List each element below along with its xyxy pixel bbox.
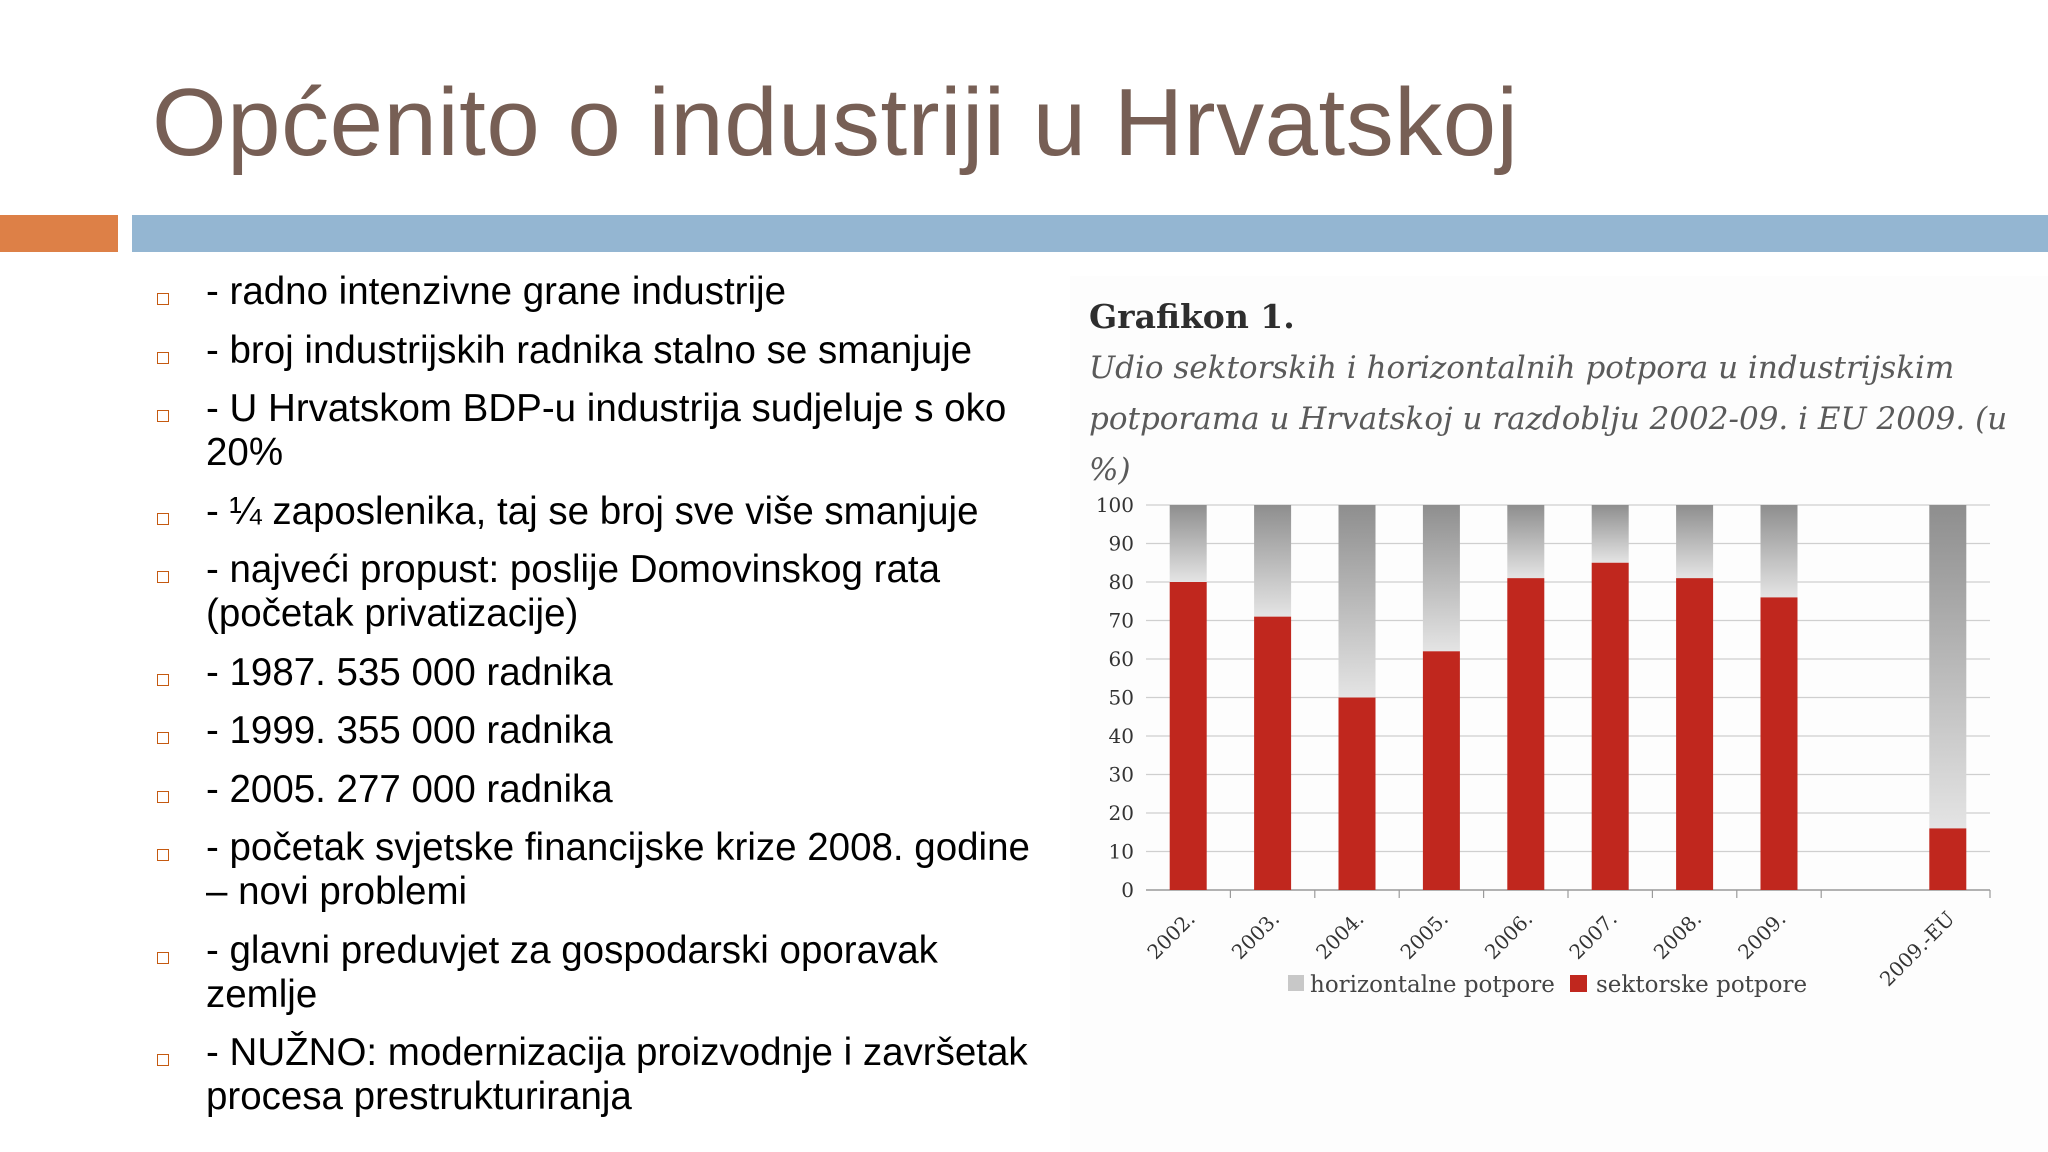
y-tick-label: 60 xyxy=(1108,647,1134,671)
hollow-square-bullet-icon xyxy=(157,732,169,744)
bullet-text: - radno intenzivne grane industrije xyxy=(206,270,786,313)
bar-horizontal xyxy=(1676,505,1713,578)
y-tick-label: 70 xyxy=(1108,608,1134,633)
slide-title: Općenito o industriji u Hrvatskoj xyxy=(152,69,1519,176)
bullet-text: - broj industrijskih radnika stalno se smanjuje xyxy=(206,328,973,372)
bar-horizontal xyxy=(1929,505,1966,828)
hollow-square-bullet-icon xyxy=(157,674,169,686)
list-item xyxy=(150,548,1050,636)
legend-label-horizontal: horizontalne potpore xyxy=(1310,972,1555,998)
hollow-square-bullet-icon xyxy=(157,571,169,583)
x-tick-label: 2002. xyxy=(1142,906,1200,965)
y-tick-label: 80 xyxy=(1108,570,1134,594)
bar-horizontal xyxy=(1761,505,1798,597)
list-item xyxy=(150,826,1050,914)
bullet-text: - početak svjetske financijske krize 2008. godine – novi problemi xyxy=(206,826,1030,913)
list-item xyxy=(150,387,1050,475)
bar-horizontal xyxy=(1339,505,1376,698)
legend-swatch-sectoral xyxy=(1570,975,1587,992)
x-tick-label: 2005. xyxy=(1395,906,1453,965)
list-item xyxy=(150,1031,1050,1119)
list-item xyxy=(150,270,1050,314)
hollow-square-bullet-icon xyxy=(157,293,169,305)
x-tick-label: 2003. xyxy=(1226,906,1285,965)
accent-bar xyxy=(0,215,118,252)
list-item xyxy=(150,651,1050,695)
hollow-square-bullet-icon xyxy=(157,513,169,525)
bullet-text: - glavni preduvjet za gospodarski oporavak zemlje xyxy=(206,928,938,1016)
bullet-text: - 2005. 277 000 radnika xyxy=(206,767,613,811)
x-tick-label: 2009. xyxy=(1733,906,1791,965)
list-item xyxy=(150,768,1050,812)
bar-sectoral xyxy=(1929,828,1966,890)
y-tick-label: 100 xyxy=(1095,493,1134,517)
bullet-text: - najveći propust: poslije Domovinskog rata (početak privatizacije) xyxy=(206,548,940,635)
bar-sectoral xyxy=(1676,578,1713,890)
list-item xyxy=(150,329,1050,373)
list-item xyxy=(150,709,1050,753)
y-tick-label: 30 xyxy=(1108,762,1134,787)
hollow-square-bullet-icon xyxy=(157,410,169,422)
x-tick-label: 2009.-EU xyxy=(1874,906,1960,992)
y-tick-label: 20 xyxy=(1108,801,1134,825)
bullet-text: - 1987. 535 000 radnika xyxy=(206,650,613,694)
bullet-text: - ¼ zaposlenika, taj se broj sve više smanjuje xyxy=(206,489,979,533)
legend-label-sectoral: sektorske potpore xyxy=(1596,972,1808,998)
bar-horizontal xyxy=(1254,505,1291,617)
y-tick-label: 0 xyxy=(1121,878,1134,902)
y-tick-label: 90 xyxy=(1108,531,1134,556)
bar-sectoral xyxy=(1423,651,1460,890)
x-tick-label: 2008. xyxy=(1648,906,1707,965)
y-tick-label: 50 xyxy=(1108,685,1134,710)
bar-horizontal xyxy=(1170,505,1207,582)
x-tick-label: 2004. xyxy=(1311,906,1369,965)
bar-sectoral xyxy=(1170,582,1207,890)
hollow-square-bullet-icon xyxy=(157,791,169,803)
y-tick-label: 10 xyxy=(1108,839,1134,864)
hollow-square-bullet-icon xyxy=(157,952,169,964)
bar-sectoral xyxy=(1254,617,1291,890)
bar-sectoral xyxy=(1507,578,1544,890)
bar-horizontal xyxy=(1423,505,1460,651)
hollow-square-bullet-icon xyxy=(157,1054,169,1066)
title-band xyxy=(132,215,2048,252)
bullet-text: - NUŽNO: modernizacija proizvodnje i završetak procesa prestrukturiranja xyxy=(206,1031,1028,1118)
bar-horizontal xyxy=(1507,505,1544,578)
legend-swatch-horizontal xyxy=(1288,975,1304,991)
x-tick-label: 2006. xyxy=(1479,906,1538,965)
bar-horizontal xyxy=(1592,505,1629,563)
y-tick-label: 40 xyxy=(1108,724,1134,748)
figure-caption: Udio sektorskih i horizontalnih potpora u industrijskim potporama u Hrvatskoj u razdoblju 2002-09. i EU 2009. (u %) xyxy=(1089,350,2008,488)
list-item xyxy=(150,490,1050,534)
bullet-text: - U Hrvatskom BDP-u industrija sudjeluje s oko 20% xyxy=(206,387,1007,474)
bar-sectoral xyxy=(1761,597,1798,890)
bullet-list xyxy=(150,270,1050,1134)
stacked-bar-chart xyxy=(1070,480,2030,1040)
hollow-square-bullet-icon xyxy=(157,352,169,364)
figure-label: Grafikon 1. xyxy=(1089,297,1295,336)
bar-sectoral xyxy=(1339,698,1376,891)
x-tick-label: 2007. xyxy=(1564,906,1622,965)
hollow-square-bullet-icon xyxy=(157,849,169,861)
bar-sectoral xyxy=(1592,563,1629,890)
list-item xyxy=(150,929,1050,1017)
bullet-text: - 1999. 355 000 radnika xyxy=(206,709,613,752)
